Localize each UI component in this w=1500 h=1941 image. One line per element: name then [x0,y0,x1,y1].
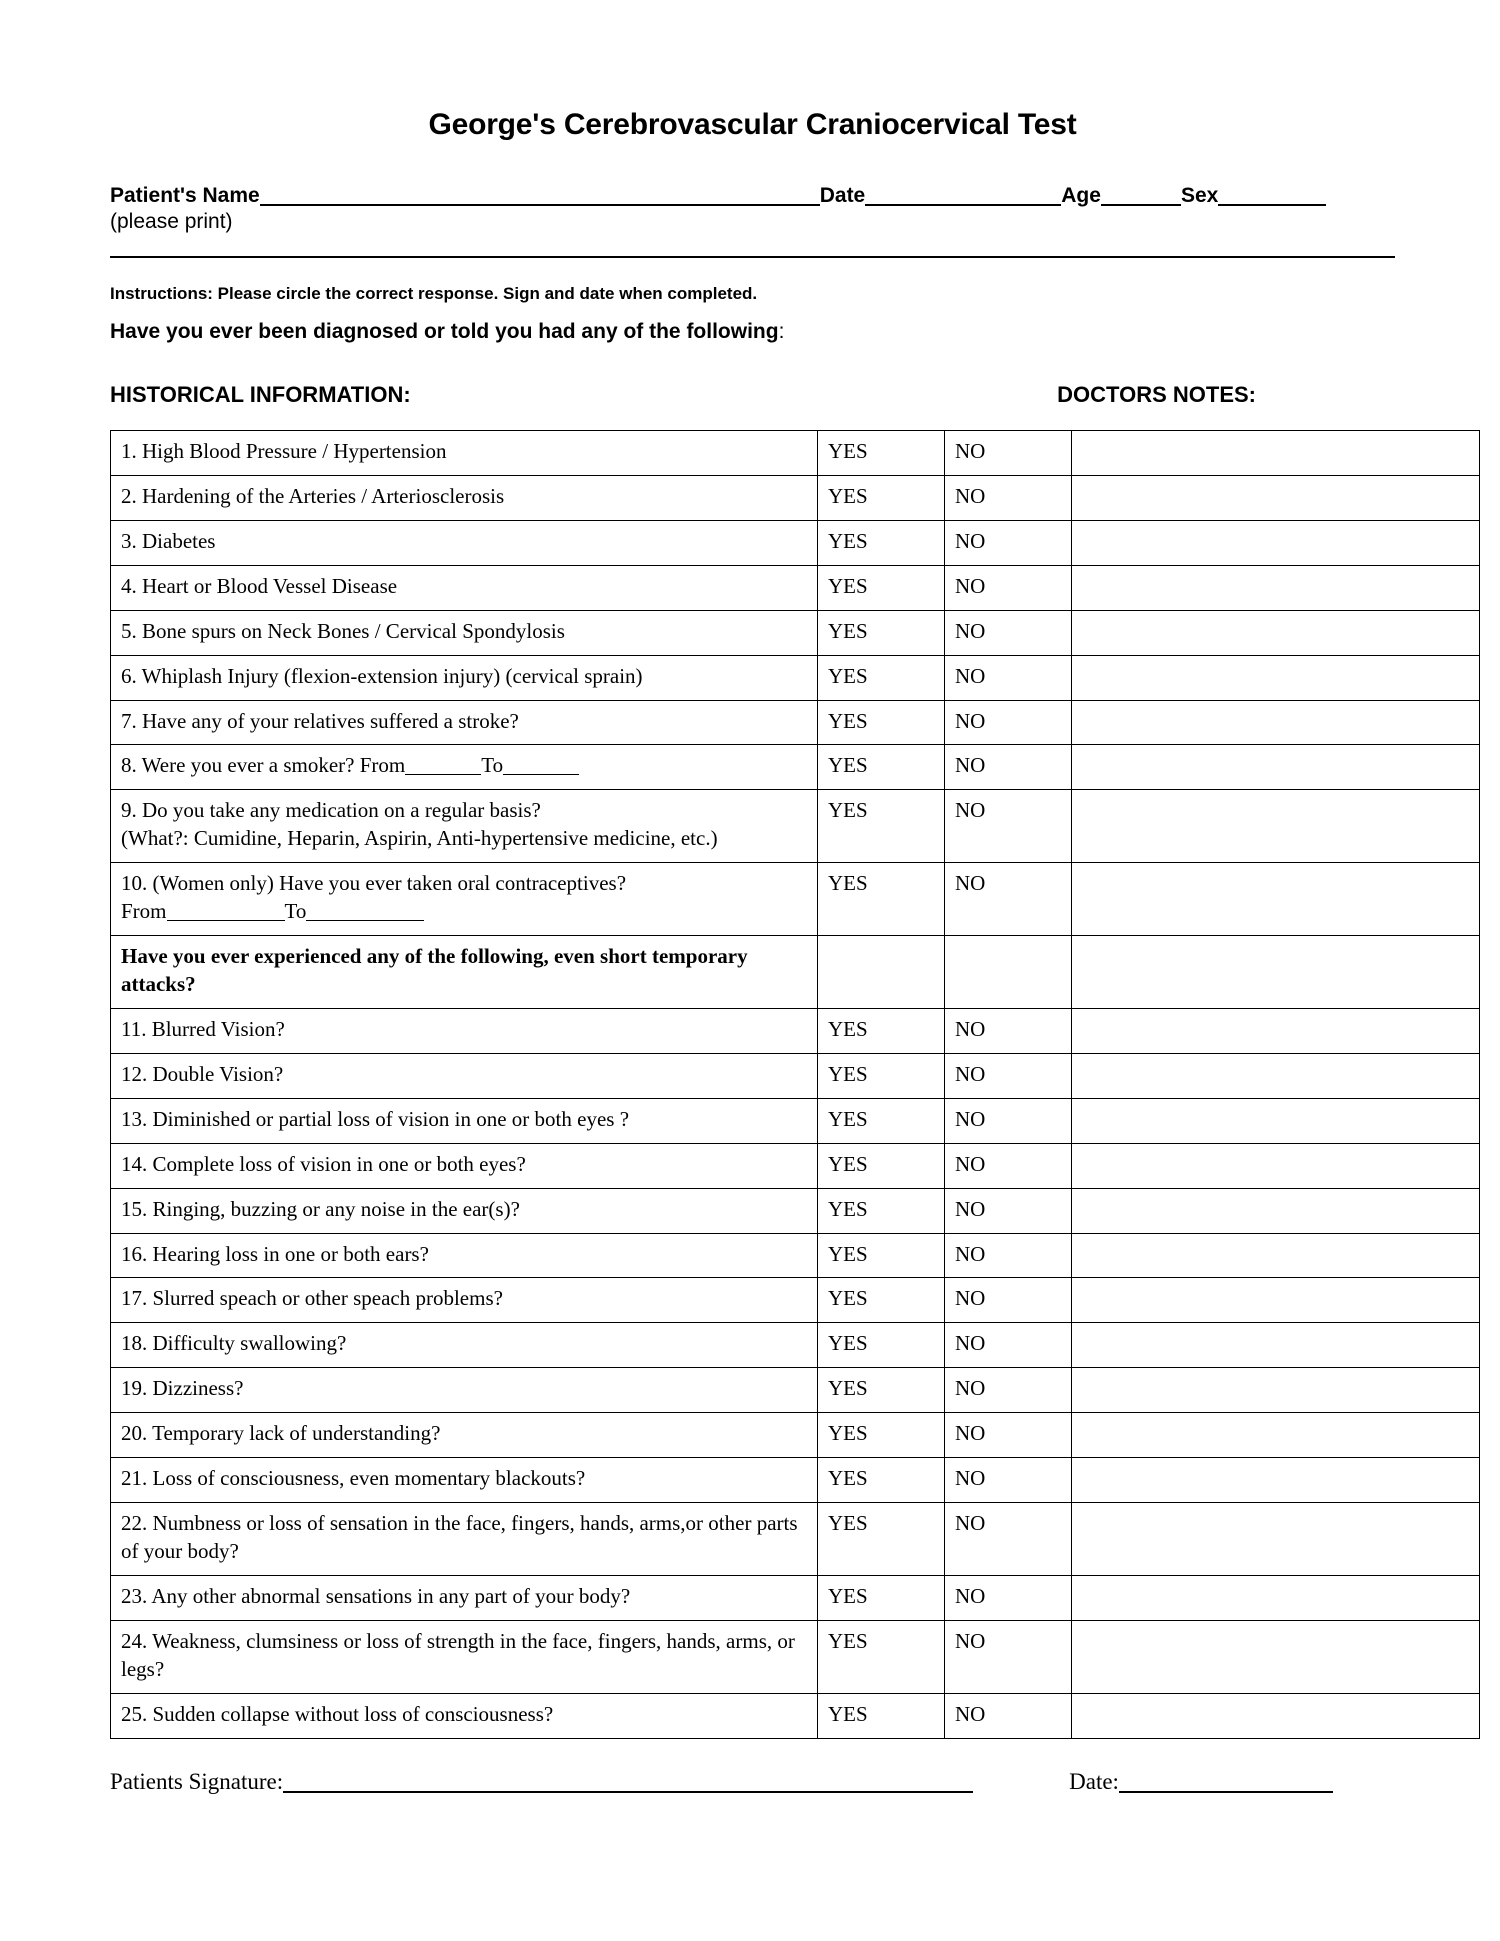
from-label: From [121,899,167,924]
table-row [111,565,1480,610]
doctors-notes-cell[interactable] [1072,1143,1480,1188]
table-row [111,520,1480,565]
answer-no[interactable]: NO [945,1098,1072,1143]
answer-no[interactable]: NO [945,1575,1072,1620]
doctors-notes-cell[interactable] [1072,610,1480,655]
sex-input[interactable] [1218,186,1326,206]
doctors-notes-cell[interactable] [1072,1620,1480,1693]
answer-yes[interactable]: YES [818,565,945,610]
table-row [111,1143,1480,1188]
table-row [111,610,1480,655]
table-row [111,1098,1480,1143]
doctors-notes-cell[interactable] [1072,790,1480,863]
question-text: 24. Weakness, clumsiness or loss of strength in the face, fingers, hands, arms, or legs? [111,1620,818,1693]
question-text: 3. Diabetes [111,520,818,565]
question-text: 15. Ringing, buzzing or any noise in the ear(s)? [111,1188,818,1233]
doctors-notes-cell[interactable] [1072,1323,1480,1368]
question-text: 14. Complete loss of vision in one or both eyes? [111,1143,818,1188]
doctors-notes-cell[interactable] [1072,520,1480,565]
answer-no[interactable]: NO [945,431,1072,476]
question-text: 9. Do you take any medication on a regular basis? [121,798,541,823]
answer-yes[interactable]: YES [818,610,945,655]
answer-no[interactable]: NO [945,1233,1072,1278]
date-input[interactable] [865,186,1061,206]
answer-yes[interactable]: YES [818,1323,945,1368]
historical-information-heading: HISTORICAL INFORMATION: [110,382,411,407]
age-label: Age [1061,184,1101,207]
answer-no[interactable]: NO [945,790,1072,863]
answer-yes[interactable]: YES [818,1188,945,1233]
question-text: 20. Temporary lack of understanding? [111,1413,818,1458]
doctors-notes-cell[interactable] [1072,745,1480,790]
to-label: To [284,899,307,924]
question-text: 6. Whiplash Injury (flexion-extension injury) (cervical sprain) [111,655,818,700]
footer-date-label: Date: [1069,1768,1119,1794]
instructions-line: Instructions: Please circle the correct response. Sign and date when completed. [110,284,758,303]
table-row [111,1503,1480,1576]
answer-no-empty [945,936,1072,1009]
questionnaire-body [111,431,1480,1739]
diagnosed-prompt-text: Have you ever been diagnosed or told you had any of the following [110,320,779,343]
doctors-notes-cell[interactable] [1072,1098,1480,1143]
table-row [111,863,1480,936]
doctors-notes-cell[interactable] [1072,1278,1480,1323]
answer-yes-empty [818,936,945,1009]
smoker-to-input[interactable] [503,754,579,775]
questionnaire-table [110,430,1480,1739]
answer-yes[interactable]: YES [818,790,945,863]
patients-signature-input[interactable] [283,1771,973,1793]
page-content [110,0,1395,1795]
answer-yes[interactable]: YES [818,1098,945,1143]
question-detail-text: (What?: Cumidine, Heparin, Aspirin, Anti-hypertensive medicine, etc.) [121,826,718,851]
answer-yes[interactable]: YES [818,863,945,936]
question-text-with-blanks [111,745,818,790]
question-text-from-to [111,863,818,936]
question-text: 19. Dizziness? [111,1368,818,1413]
question-text: 1. High Blood Pressure / Hypertension [111,431,818,476]
table-row [111,1008,1480,1053]
answer-yes[interactable]: YES [818,1368,945,1413]
answer-no[interactable]: NO [945,1278,1072,1323]
section-headings [110,382,1395,408]
answer-no[interactable]: NO [945,1368,1072,1413]
table-row [111,475,1480,520]
answer-yes[interactable]: YES [818,475,945,520]
from-to-line [121,898,807,926]
question-text: 10. (Women only) Have you ever taken oral contraceptives? [121,871,627,896]
answer-no[interactable]: NO [945,520,1072,565]
header-divider [110,256,1395,258]
table-row [111,1368,1480,1413]
question-text: 18. Difficulty swallowing? [111,1323,818,1368]
question-text: 13. Diminished or partial loss of vision in one or both eyes ? [111,1098,818,1143]
doctors-notes-cell[interactable] [1072,655,1480,700]
doctors-notes-cell[interactable] [1072,475,1480,520]
answer-yes[interactable]: YES [818,745,945,790]
answer-no[interactable]: NO [945,1413,1072,1458]
question-text: 8. Were you ever a smoker? From [121,753,406,778]
answer-no[interactable]: NO [945,1053,1072,1098]
table-row [111,431,1480,476]
doctors-notes-cell[interactable] [1072,1188,1480,1233]
patient-name-input[interactable] [260,186,820,206]
answer-yes[interactable]: YES [818,1458,945,1503]
doctors-notes-cell[interactable] [1072,431,1480,476]
patients-signature-label: Patients Signature: [110,1768,284,1794]
doctors-notes-cell[interactable] [1072,1008,1480,1053]
question-text-multiline [111,790,818,863]
answer-yes[interactable]: YES [818,1008,945,1053]
answer-no[interactable]: NO [945,1458,1072,1503]
section-prompt-text: Have you ever experienced any of the following, even short temporary attacks? [111,936,818,1009]
answer-yes[interactable]: YES [818,1693,945,1738]
answer-yes[interactable]: YES [818,1413,945,1458]
answer-yes[interactable]: YES [818,1503,945,1576]
question-text: 12. Double Vision? [111,1053,818,1098]
contraceptives-to-input[interactable] [306,900,424,921]
table-row [111,790,1480,863]
table-row [111,1188,1480,1233]
patient-identity-row [110,184,1395,208]
question-text: 7. Have any of your relatives suffered a stroke? [111,700,818,745]
table-row [111,1575,1480,1620]
answer-yes[interactable]: YES [818,431,945,476]
doctors-notes-cell[interactable] [1072,1693,1480,1738]
table-row [111,745,1480,790]
answer-yes[interactable]: YES [818,1575,945,1620]
doctors-notes-cell[interactable] [1072,1575,1480,1620]
doctors-notes-heading: DOCTORS NOTES: [1057,382,1256,407]
page-title: George's Cerebrovascular Craniocervical Test [428,108,1077,141]
contraceptives-from-input[interactable] [167,900,285,921]
answer-yes[interactable]: YES [818,520,945,565]
doctors-notes-cell[interactable] [1072,1503,1480,1576]
answer-no[interactable]: NO [945,745,1072,790]
answer-no[interactable]: NO [945,1143,1072,1188]
answer-yes[interactable]: YES [818,1053,945,1098]
diagnosed-prompt [110,320,1395,344]
footer-date-input[interactable] [1119,1771,1333,1793]
signature-footer [110,1769,1395,1795]
answer-yes[interactable]: YES [818,1233,945,1278]
answer-no[interactable]: NO [945,700,1072,745]
question-text: 2. Hardening of the Arteries / Arteriosclerosis [111,475,818,520]
table-row [111,1053,1480,1098]
doctors-notes-cell[interactable] [1072,863,1480,936]
doctors-notes-cell[interactable] [1072,936,1480,1009]
date-label: Date [819,184,866,207]
answer-no[interactable]: NO [945,1693,1072,1738]
age-input[interactable] [1101,186,1181,206]
smoker-from-input[interactable] [405,754,481,775]
doctors-notes-cell[interactable] [1072,1368,1480,1413]
doctors-notes-cell[interactable] [1072,700,1480,745]
answer-no[interactable]: NO [945,1503,1072,1576]
question-text: 23. Any other abnormal sensations in any part of your body? [111,1575,818,1620]
table-section-row [111,936,1480,1009]
table-row [111,1620,1480,1693]
table-row [111,1278,1480,1323]
sex-label: Sex [1180,184,1219,207]
answer-no[interactable]: NO [945,655,1072,700]
please-print-note: (please print) [110,210,233,233]
question-text: 4. Heart or Blood Vessel Disease [111,565,818,610]
doctors-notes-cell[interactable] [1072,565,1480,610]
diagnosed-prompt-colon: : [778,320,785,343]
table-row [111,655,1480,700]
answer-no[interactable]: NO [945,475,1072,520]
question-text: 22. Numbness or loss of sensation in the face, fingers, hands, arms,or other parts of your body? [111,1503,818,1576]
answer-no[interactable]: NO [945,1008,1072,1053]
doctors-notes-cell[interactable] [1072,1053,1480,1098]
answer-yes[interactable]: YES [818,655,945,700]
answer-yes[interactable]: YES [818,700,945,745]
question-text: 5. Bone spurs on Neck Bones / Cervical Spondylosis [111,610,818,655]
question-text: 21. Loss of consciousness, even momentary blackouts? [111,1458,818,1503]
answer-no[interactable]: NO [945,1620,1072,1693]
table-row [111,1693,1480,1738]
answer-no[interactable]: NO [945,610,1072,655]
table-row [111,1413,1480,1458]
table-row [111,1323,1480,1368]
table-row [111,1458,1480,1503]
answer-no[interactable]: NO [945,1188,1072,1233]
doctors-notes-cell[interactable] [1072,1458,1480,1503]
question-text: 25. Sudden collapse without loss of consciousness? [111,1693,818,1738]
answer-no[interactable]: NO [945,863,1072,936]
answer-no[interactable]: NO [945,1323,1072,1368]
answer-yes[interactable]: YES [818,1620,945,1693]
answer-yes[interactable]: YES [818,1143,945,1188]
question-text: 16. Hearing loss in one or both ears? [111,1233,818,1278]
table-row [111,1233,1480,1278]
patient-name-label: Patient's Name [110,184,260,207]
doctors-notes-cell[interactable] [1072,1413,1480,1458]
question-mid-text: To [481,753,504,778]
question-text: 11. Blurred Vision? [111,1008,818,1053]
table-row [111,700,1480,745]
answer-yes[interactable]: YES [818,1278,945,1323]
question-text: 17. Slurred speach or other speach problems? [111,1278,818,1323]
answer-no[interactable]: NO [945,565,1072,610]
doctors-notes-cell[interactable] [1072,1233,1480,1278]
